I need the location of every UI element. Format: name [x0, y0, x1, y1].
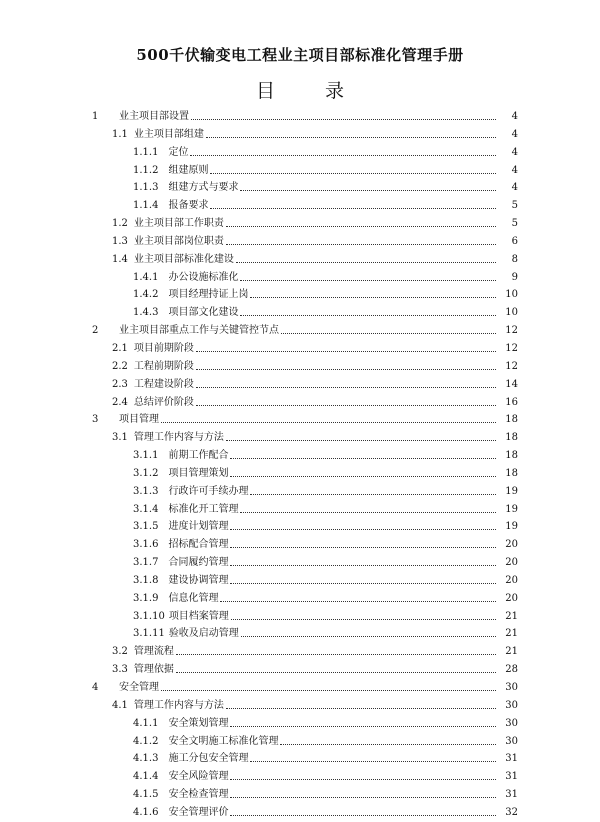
- toc-entry-number: 3.2: [112, 646, 128, 658]
- toc-entry-title: 标准化开工管理: [168, 503, 239, 515]
- toc-dot-leader: [196, 351, 496, 352]
- toc-entry-label: [112, 251, 234, 269]
- toc-entry-number: 4.1: [112, 699, 128, 711]
- toc-entry-title: 报备要求: [168, 200, 209, 212]
- toc-entry-page: 32: [505, 806, 518, 818]
- toc-dot-leader: [280, 744, 496, 745]
- toc-dot-leader: [230, 779, 496, 780]
- toc-entry[interactable]: [0, 376, 600, 394]
- toc-entry-page: 18: [505, 432, 518, 444]
- toc-entry-page: 5: [511, 218, 518, 230]
- toc-entry-number: 1.1.3: [133, 182, 159, 194]
- toc-dot-leader: [210, 208, 496, 209]
- toc-entry-label: [112, 661, 174, 679]
- toc-entry[interactable]: [0, 197, 600, 215]
- toc-entry-label: [133, 447, 228, 465]
- toc-entry-page: 12: [505, 342, 518, 354]
- toc-entry-title: 信息化管理: [168, 592, 219, 604]
- toc-entry-title: 安全管理评价: [168, 806, 229, 818]
- toc-dot-leader: [210, 173, 496, 174]
- toc-dot-leader: [196, 387, 496, 388]
- toc-entry[interactable]: [0, 643, 600, 661]
- toc-entry-number: 3.1.11: [133, 628, 165, 640]
- toc-entry-label: [133, 483, 248, 501]
- toc-entry-label: [133, 554, 228, 572]
- toc-entry-page: 6: [511, 235, 518, 247]
- toc-entry-title: 安全文明施工标准化管理: [168, 735, 279, 747]
- toc-entry-title: 安全策划管理: [168, 717, 229, 729]
- toc-entry-page: 8: [511, 253, 518, 265]
- toc-entry-label: [133, 625, 239, 643]
- toc-entry-page: 30: [505, 682, 518, 693]
- toc-dot-leader: [230, 815, 496, 816]
- toc-entry-number: 3.1.5: [133, 521, 159, 533]
- toc-entry[interactable]: [0, 554, 600, 572]
- toc-entry-label: [133, 518, 228, 536]
- toc-entry-number: 3.1.6: [133, 539, 159, 551]
- toc-entry-page: 18: [505, 450, 518, 462]
- toc-entry-page: 12: [505, 360, 518, 372]
- toc-entry[interactable]: [0, 304, 600, 322]
- toc-entry-label: [112, 643, 174, 661]
- toc-entry[interactable]: [0, 269, 600, 287]
- toc-entry-number: 1.4: [112, 253, 128, 265]
- toc-entry-title: 工程前期阶段: [133, 360, 194, 372]
- toc-entry-title: 项目经理持证上岗: [168, 289, 249, 301]
- toc-entry-number: 1.1: [112, 128, 128, 140]
- toc-entry-number: 3.1.7: [133, 557, 159, 569]
- toc-entry-title: 验收及启动管理: [168, 628, 239, 640]
- toc-entry[interactable]: [0, 429, 600, 447]
- toc-entry-title: 业主项目部岗位职责: [133, 235, 224, 247]
- toc-entry-page: 21: [505, 628, 518, 640]
- toc-entry-title: 组建方式与要求: [168, 182, 239, 194]
- toc-entry-number: 4: [92, 682, 99, 693]
- toc-entry-number: 1.2: [112, 218, 128, 230]
- toc-entry-label: [133, 501, 238, 519]
- toc-dot-leader: [226, 244, 496, 245]
- toc-entry[interactable]: [0, 608, 600, 626]
- toc-entry[interactable]: [0, 536, 600, 554]
- toc-dot-leader: [220, 601, 496, 602]
- toc-entry[interactable]: [0, 661, 600, 679]
- toc-entry-number: 2.3: [112, 378, 128, 390]
- toc-heading: 目 录: [255, 80, 367, 102]
- toc-entry[interactable]: [0, 144, 600, 162]
- toc-entry-title: 项目管理: [119, 414, 159, 426]
- toc-entry-page: 20: [505, 574, 518, 586]
- toc-entry-page: 12: [505, 325, 518, 337]
- toc-entry-number: 2.1: [112, 342, 128, 354]
- toc-entry-number: 2.4: [112, 396, 128, 408]
- table-of-contents: [0, 108, 600, 822]
- toc-entry-number: 2: [92, 325, 99, 337]
- toc-entry[interactable]: [0, 483, 600, 501]
- toc-dot-leader: [240, 190, 496, 191]
- toc-entry-title: 组建原则: [168, 164, 209, 176]
- toc-entry-label: [133, 786, 228, 804]
- toc-entry-number: 3.1: [112, 432, 128, 444]
- toc-entry[interactable]: [0, 162, 600, 180]
- toc-entry[interactable]: [0, 625, 600, 643]
- toc-dot-leader: [230, 458, 496, 459]
- toc-entry-label: [112, 126, 204, 144]
- toc-entry-page: 10: [505, 289, 518, 301]
- toc-entry-number: 1.1.4: [133, 200, 159, 212]
- toc-entry[interactable]: [0, 750, 600, 768]
- toc-entry-title: 行政许可手续办理: [168, 485, 249, 497]
- toc-entry-label: [133, 715, 228, 733]
- toc-entry-title: 业主项目部组建: [133, 128, 204, 140]
- toc-entry-page: 14: [505, 378, 518, 390]
- toc-entry-number: 3.1.8: [133, 574, 159, 586]
- toc-entry-title: 总结评价阶段: [133, 396, 194, 408]
- toc-entry-label: [112, 376, 194, 394]
- toc-dot-leader: [240, 280, 496, 281]
- toc-entry-title: 项目前期阶段: [133, 342, 194, 354]
- toc-entry-title: 招标配合管理: [168, 539, 229, 551]
- toc-dot-leader: [226, 708, 496, 709]
- toc-entry[interactable]: [0, 394, 600, 412]
- toc-entry-title: 安全风险管理: [168, 771, 229, 783]
- toc-entry[interactable]: [0, 233, 600, 251]
- toc-entry-number: 4.1.6: [133, 806, 159, 818]
- toc-entry-label: [133, 269, 238, 287]
- toc-entry-page: 19: [505, 521, 518, 533]
- toc-entry-title: 安全管理: [119, 682, 159, 693]
- toc-entry-number: 4.1.5: [133, 789, 159, 801]
- toc-entry-page: 19: [505, 503, 518, 515]
- toc-entry-number: 3.1.1: [133, 450, 159, 462]
- toc-entry[interactable]: [0, 733, 600, 751]
- toc-entry-label: [133, 162, 208, 180]
- toc-entry-title: 办公设施标准化: [168, 271, 239, 283]
- toc-entry-number: 1.4.3: [133, 307, 159, 319]
- toc-entry-page: 30: [505, 735, 518, 747]
- toc-entry-label: [133, 750, 248, 768]
- toc-entry-page: 19: [505, 485, 518, 497]
- toc-entry-number: 4.1.4: [133, 771, 159, 783]
- toc-entry-label: [133, 536, 228, 554]
- toc-dot-leader: [230, 547, 496, 548]
- toc-entry[interactable]: [0, 715, 600, 733]
- toc-entry-page: 4: [511, 182, 518, 194]
- toc-entry-number: 3.1.4: [133, 503, 159, 515]
- toc-entry-page: 28: [505, 664, 518, 676]
- toc-entry-title: 施工分包安全管理: [168, 753, 249, 765]
- toc-entry-number: 3.1.9: [133, 592, 159, 604]
- toc-dot-leader: [206, 137, 496, 138]
- document-title: 500千伏输变电工程业主项目部标准化管理手册: [136, 46, 464, 64]
- toc-entry-label: [112, 358, 194, 376]
- toc-entry-label: [133, 804, 228, 822]
- toc-entry-title: 业主项目部标准化建设: [133, 253, 234, 265]
- toc-dot-leader: [226, 226, 496, 227]
- toc-dot-leader: [240, 512, 496, 513]
- toc-entry[interactable]: [0, 340, 600, 358]
- toc-entry-number: 1.1.1: [133, 146, 159, 158]
- toc-entry-page: 4: [511, 164, 518, 176]
- toc-entry-label: [112, 233, 224, 251]
- toc-entry-number: 3.1.10: [133, 610, 165, 622]
- toc-entry-title: 工程建设阶段: [133, 378, 194, 390]
- toc-entry-page: 5: [511, 200, 518, 212]
- toc-entry-title: 业主项目部设置: [119, 111, 189, 122]
- toc-dot-leader: [281, 333, 496, 334]
- toc-entry[interactable]: [0, 804, 600, 822]
- toc-dot-leader: [250, 494, 496, 495]
- toc-entry-page: 31: [505, 771, 518, 783]
- toc-entry-number: 3: [92, 414, 99, 426]
- toc-dot-leader: [230, 476, 496, 477]
- toc-entry-page: 10: [505, 307, 518, 319]
- toc-entry-page: 30: [505, 699, 518, 711]
- toc-dot-leader: [241, 636, 496, 637]
- toc-dot-leader: [230, 726, 496, 727]
- toc-dot-leader: [250, 297, 496, 298]
- toc-entry-number: 3.3: [112, 664, 128, 676]
- toc-entry-page: 31: [505, 753, 518, 765]
- toc-entry-label: [112, 429, 224, 447]
- toc-entry-title: 项目管理策划: [168, 467, 229, 479]
- toc-entry[interactable]: [0, 786, 600, 804]
- toc-entry-number: 1.4.1: [133, 271, 159, 283]
- toc-entry[interactable]: [0, 501, 600, 519]
- toc-entry-title: 项目档案管理: [168, 610, 229, 622]
- toc-entry[interactable]: [0, 697, 600, 715]
- toc-entry-title: 合同履约管理: [168, 557, 229, 569]
- toc-entry-label: [133, 572, 228, 590]
- toc-entry-label: [133, 179, 238, 197]
- toc-entry-title: 项目部文化建设: [168, 307, 239, 319]
- toc-entry-label: [133, 733, 278, 751]
- toc-entry[interactable]: [0, 286, 600, 304]
- toc-entry[interactable]: [0, 358, 600, 376]
- toc-entry-page: 20: [505, 592, 518, 604]
- toc-dot-leader: [190, 155, 496, 156]
- toc-entry-title: 管理工作内容与方法: [133, 432, 224, 444]
- toc-entry-number: 4.1.1: [133, 717, 159, 729]
- toc-dot-leader: [230, 797, 496, 798]
- toc-dot-leader: [226, 440, 496, 441]
- toc-dot-leader: [230, 583, 496, 584]
- toc-entry-page: 16: [505, 396, 518, 408]
- toc-entry-title: 进度计划管理: [168, 521, 229, 533]
- toc-dot-leader: [240, 315, 496, 316]
- toc-entry[interactable]: [0, 447, 600, 465]
- toc-entry-title: 业主项目部工作职责: [133, 218, 224, 230]
- toc-entry-title: 定位: [168, 146, 189, 158]
- toc-entry-page: 21: [505, 610, 518, 622]
- toc-entry-label: [133, 465, 228, 483]
- toc-entry-page: 4: [511, 111, 518, 122]
- toc-entry-number: 1: [92, 111, 99, 122]
- toc-entry-label: [133, 304, 238, 322]
- toc-entry-title: 管理流程: [133, 646, 174, 658]
- toc-dot-leader: [236, 262, 496, 263]
- toc-entry-number: 1.3: [112, 235, 128, 247]
- toc-entry-number: 2.2: [112, 360, 128, 372]
- toc-entry-number: 3.1.2: [133, 467, 159, 479]
- toc-entry-title: 业主项目部重点工作与关键管控节点: [119, 325, 279, 337]
- toc-dot-leader: [231, 619, 496, 620]
- toc-entry-title: 管理工作内容与方法: [133, 699, 224, 711]
- toc-entry-page: 21: [505, 646, 518, 658]
- toc-entry[interactable]: [0, 679, 600, 697]
- toc-dot-leader: [230, 565, 496, 566]
- toc-entry-number: 4.1.2: [133, 735, 159, 747]
- toc-entry-label: [133, 197, 208, 215]
- toc-entry[interactable]: [0, 465, 600, 483]
- toc-entry[interactable]: [0, 108, 600, 126]
- toc-entry[interactable]: [0, 768, 600, 786]
- toc-entry-label: [133, 608, 229, 626]
- toc-entry-title: 管理依据: [133, 664, 174, 676]
- toc-entry-page: 4: [511, 146, 518, 158]
- toc-entry-label: [112, 340, 194, 358]
- toc-entry[interactable]: [0, 251, 600, 269]
- toc-entry-page: 4: [511, 128, 518, 140]
- toc-entry[interactable]: [0, 322, 600, 340]
- toc-entry-label: [133, 286, 248, 304]
- toc-dot-leader: [196, 369, 496, 370]
- toc-entry-label: [112, 394, 194, 412]
- toc-entry-number: 4.1.3: [133, 753, 159, 765]
- toc-entry-number: 1.1.2: [133, 164, 159, 176]
- toc-entry-page: 20: [505, 539, 518, 551]
- toc-entry-title: 安全检查管理: [168, 789, 229, 801]
- toc-entry[interactable]: [0, 215, 600, 233]
- toc-entry[interactable]: [0, 590, 600, 608]
- toc-entry-number: 1.4.2: [133, 289, 159, 301]
- toc-entry[interactable]: [0, 572, 600, 590]
- toc-entry-page: 20: [505, 557, 518, 569]
- toc-entry-number: 3.1.3: [133, 485, 159, 497]
- toc-entry[interactable]: [0, 126, 600, 144]
- toc-entry-page: 31: [505, 789, 518, 801]
- toc-dot-leader: [191, 119, 496, 120]
- toc-entry-page: 9: [511, 271, 518, 283]
- toc-entry-page: 18: [505, 467, 518, 479]
- toc-dot-leader: [161, 690, 496, 691]
- toc-entry-label: [133, 768, 228, 786]
- toc-dot-leader: [176, 672, 496, 673]
- toc-dot-leader: [250, 761, 496, 762]
- toc-entry-page: 18: [505, 414, 518, 426]
- toc-entry-label: [133, 144, 188, 162]
- toc-entry-label: [112, 697, 224, 715]
- toc-entry[interactable]: [0, 179, 600, 197]
- toc-entry-title: 建设协调管理: [168, 574, 229, 586]
- toc-dot-leader: [230, 529, 496, 530]
- toc-entry[interactable]: [0, 411, 600, 429]
- toc-dot-leader: [196, 405, 496, 406]
- toc-entry[interactable]: [0, 518, 600, 536]
- toc-entry-title: 前期工作配合: [168, 450, 229, 462]
- toc-entry-page: 30: [505, 717, 518, 729]
- toc-dot-leader: [161, 422, 496, 423]
- toc-entry-label: [112, 215, 224, 233]
- toc-entry-label: [133, 590, 218, 608]
- toc-dot-leader: [176, 654, 496, 655]
